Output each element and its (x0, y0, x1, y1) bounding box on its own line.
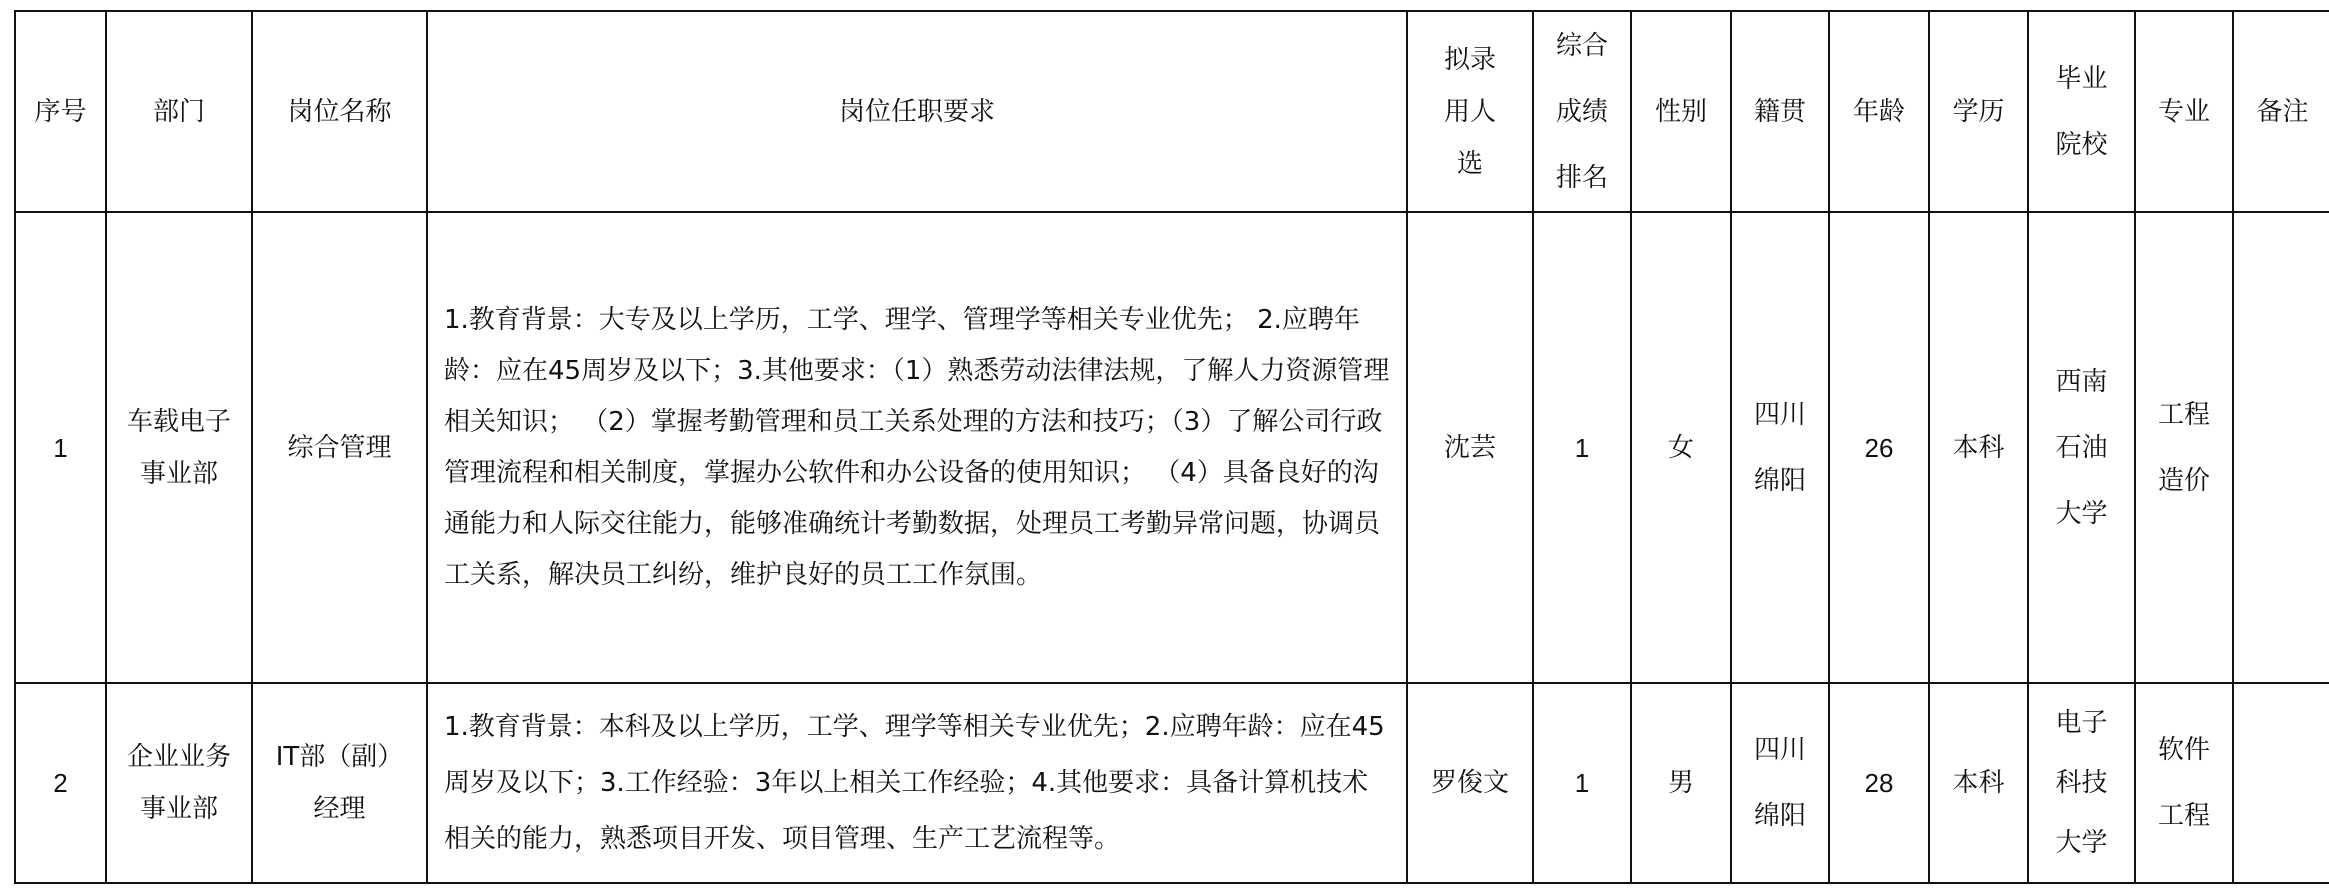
row-origin: 四川绵阳 (1731, 683, 1829, 883)
header-dept: 部门 (106, 11, 252, 212)
header-requirements: 岗位任职要求 (427, 11, 1407, 212)
row-requirements: 1.教育背景：本科及以上学历，工学、理学等相关专业优先；2.应聘年龄：应在45周岁及以下；3.工作经验：3年以上相关工作经验；4.其他要求：具备计算机技术相关的能力，熟悉项目开发、项目管理、生产工艺流程等。 (427, 683, 1407, 883)
row-seq: 2 (15, 683, 106, 883)
row-gender: 女 (1631, 212, 1731, 683)
row-dept: 车载电子事业部 (106, 212, 252, 683)
header-age: 年龄 (1829, 11, 1929, 212)
header-position: 岗位名称 (252, 11, 427, 212)
document (14, 10, 2329, 884)
row-major: 工程造价 (2135, 212, 2233, 683)
row-origin: 四川绵阳 (1731, 212, 1829, 683)
row-seq: 1 (15, 212, 106, 683)
row-major: 软件工程 (2135, 683, 2233, 883)
header-row (15, 11, 2329, 212)
header-remark: 备注 (2233, 11, 2329, 212)
header-rank: 综合成绩排名 (1533, 11, 1631, 212)
table-row (15, 212, 2329, 683)
header-gender: 性别 (1631, 11, 1731, 212)
row-dept: 企业业务事业部 (106, 683, 252, 883)
row-candidate: 罗俊文 (1407, 683, 1533, 883)
row-remark (2233, 683, 2329, 883)
row-rank: 1 (1533, 212, 1631, 683)
row-education: 本科 (1929, 212, 2028, 683)
table-row (15, 683, 2329, 883)
row-rank: 1 (1533, 683, 1631, 883)
row-position: 综合管理 (252, 212, 427, 683)
row-education: 本科 (1929, 683, 2028, 883)
row-remark (2233, 212, 2329, 683)
row-school: 西南石油大学 (2028, 212, 2135, 683)
row-position: IT部（副）经理 (252, 683, 427, 883)
header-candidate: 拟录用人选 (1407, 11, 1533, 212)
header-seq: 序号 (15, 11, 106, 212)
row-requirements: 1.教育背景：大专及以上学历，工学、理学、管理学等相关专业优先； 2.应聘年龄：应在45周岁及以下；3.其他要求：（1）熟悉劳动法律法规，了解人力资源管理相关知识； （2）掌握考勤管理和员工关系处理的方法和技巧；（3）了解公司行政管理流程和相关制度，掌握办公软件和办公设备的使用知识； （4）具备良好的沟通能力和人际交往能力，能够准确统计考勤数据，处理员工考勤异常问题，协调员工关系，解决员工纠纷，维护良好的员工工作氛围。 (427, 212, 1407, 683)
row-school: 电子科技大学 (2028, 683, 2135, 883)
header-major: 专业 (2135, 11, 2233, 212)
row-gender: 男 (1631, 683, 1731, 883)
header-education: 学历 (1929, 11, 2028, 212)
row-candidate: 沈芸 (1407, 212, 1533, 683)
recruitment-table (14, 10, 2329, 884)
header-school: 毕业院校 (2028, 11, 2135, 212)
header-origin: 籍贯 (1731, 11, 1829, 212)
row-age: 26 (1829, 212, 1929, 683)
row-age: 28 (1829, 683, 1929, 883)
